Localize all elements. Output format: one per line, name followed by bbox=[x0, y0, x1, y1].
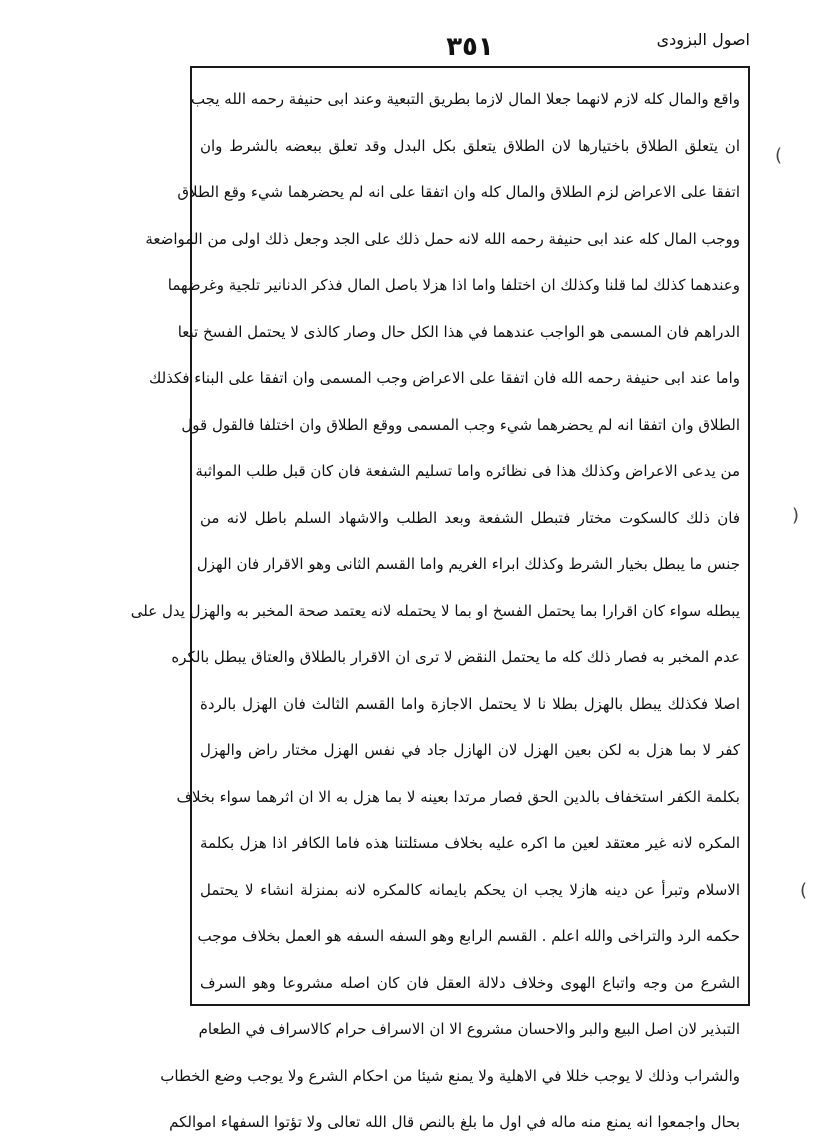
text-line-10: فان ذلك كالسكوت مختار فتبطل الشفعة وبعد الطلب والاشهاد السلم باطل لانه من bbox=[200, 508, 740, 527]
text-line-20: الشرع من وجه واتباع الهوى وخلاف دلالة العقل فان كان اصله مشروعا وهو السرف bbox=[200, 973, 740, 992]
text-line-14: اصلا فكذلك يبطل بالهزل بطلا نا لا يحتمل الاجازة واما القسم الثالث فان الهزل بالردة bbox=[200, 694, 740, 713]
margin-mark-3: ( bbox=[800, 880, 808, 901]
text-line-15: كفر لا بما هزل به لكن بعين الهزل لان الهازل جاد في نفس الهزل مختار راض والهزل bbox=[200, 741, 740, 759]
text-line-17: المكره لانه غير معتقد لعين ما اكره عليه بخلاف مسئلتنا هذه فاما الكافر اذا هزل بكلمة bbox=[200, 834, 740, 852]
text-line-9: من يدعى الاعراض وكذلك هذا فى نظائره واما تسليم الشفعة فان كان قبل طلب المواثبة bbox=[195, 462, 740, 480]
text-line-3: اتفقا على الاعراض لزم الطلاق والمال كله وان اتفقا على انه لم يحضرهما شيء وقع الطلاق bbox=[177, 183, 740, 201]
text-line-7: واما عند ابى حنيفة رحمه الله فان اتفقا على الاعراض وجب المسمى وان اتفقا على البناء فكذلك bbox=[148, 369, 740, 387]
text-line-4: ووجب المال كله عند ابى حنيفة رحمه الله لانه حمل ذلك على الجد وجعل ذلك اولى من المواضعة bbox=[145, 229, 740, 248]
page-header bbox=[190, 30, 750, 70]
text-line-13: عدم المخبر به فصار ذلك كله ما يحتمل النقض لا ترى ان الاقرار بالطلاق والعتاق يبطل بالكره bbox=[171, 648, 740, 666]
text-line-8: الطلاق وان اتفقا انه لم يحضرهما شيء وجب المسمى ووقع الطلاق وان اختلفا فالقول قول bbox=[181, 415, 740, 434]
running-head: اصول البزودی bbox=[656, 30, 750, 49]
page-number: ٣٥١ bbox=[446, 32, 494, 62]
text-line-2: ان يتعلق الطلاق باختيارها لان الطلاق يتعلق بكل البدل وقد تعلق ببعضه بالشرط وان bbox=[200, 136, 740, 155]
text-frame bbox=[130, 66, 750, 1131]
text-line-1: واقع والمال كله لازم لانهما جعلا المال لازما بطريق التبعية وعند ابى حنيفة رحمه الله يجب bbox=[190, 90, 740, 108]
margin-mark-1: ( bbox=[775, 145, 783, 166]
margin-mark-2: ) bbox=[792, 505, 800, 526]
text-line-22: والشراب وذلك لا يوجب خللا في الاهلية ولا يمنع شيئا من احكام الشرع ولا يوجب وضع الخطاب bbox=[160, 1066, 740, 1085]
text-line-18: الاسلام وتبرأ عن دينه هازلا يجب ان يحكم بايمانه كالمكره لانه بمنزلة انشاء لا يحتمل bbox=[200, 880, 740, 899]
body-text bbox=[130, 76, 740, 1146]
text-line-23: بحال واجمعوا انه يمنع منه ماله في اول ما بلغ بالنص قال الله تعالى ولا تؤتوا السفهاء اموالكم bbox=[169, 1113, 740, 1131]
text-line-21: التبذير لان اصل البيع والبر والاحسان مشروع الا ان الاسراف حرام كالاسراف في الطعام bbox=[198, 1020, 740, 1038]
text-line-11: جنس ما يبطل بخيار الشرط وكذلك ابراء الغريم واما القسم الثانى وهو الاقرار فان الهزل bbox=[196, 555, 740, 573]
text-line-19: حكمه الرد والتراخى والله اعلم . القسم الرابع وهو السفه السفه هو العمل بخلاف موجب bbox=[197, 927, 740, 945]
text-line-12: يبطله سواء كان اقرارا بما يحتمل الفسخ او بما لا يحتمله لانه يعتمد صحة المخبر به والهزل يدل على bbox=[130, 601, 740, 620]
text-line-16: بكلمة الكفر استخفاف بالدين الحق فصار مرتدا بعينه لا بما هزل به الا ان اثرهما سواء بخلاف bbox=[176, 787, 740, 806]
text-line-6: الدراهم فان المسمى هو الواجب عندهما في هذا الكل حال وصار كالذى لا يحتمل الفسخ تبعا bbox=[177, 322, 740, 341]
text-line-5: وعندهما كذلك لما قلنا وكذلك ان اختلفا واما اذا هزلا باصل المال فذكر الدنانير تلجية وغرضهما bbox=[167, 276, 740, 294]
